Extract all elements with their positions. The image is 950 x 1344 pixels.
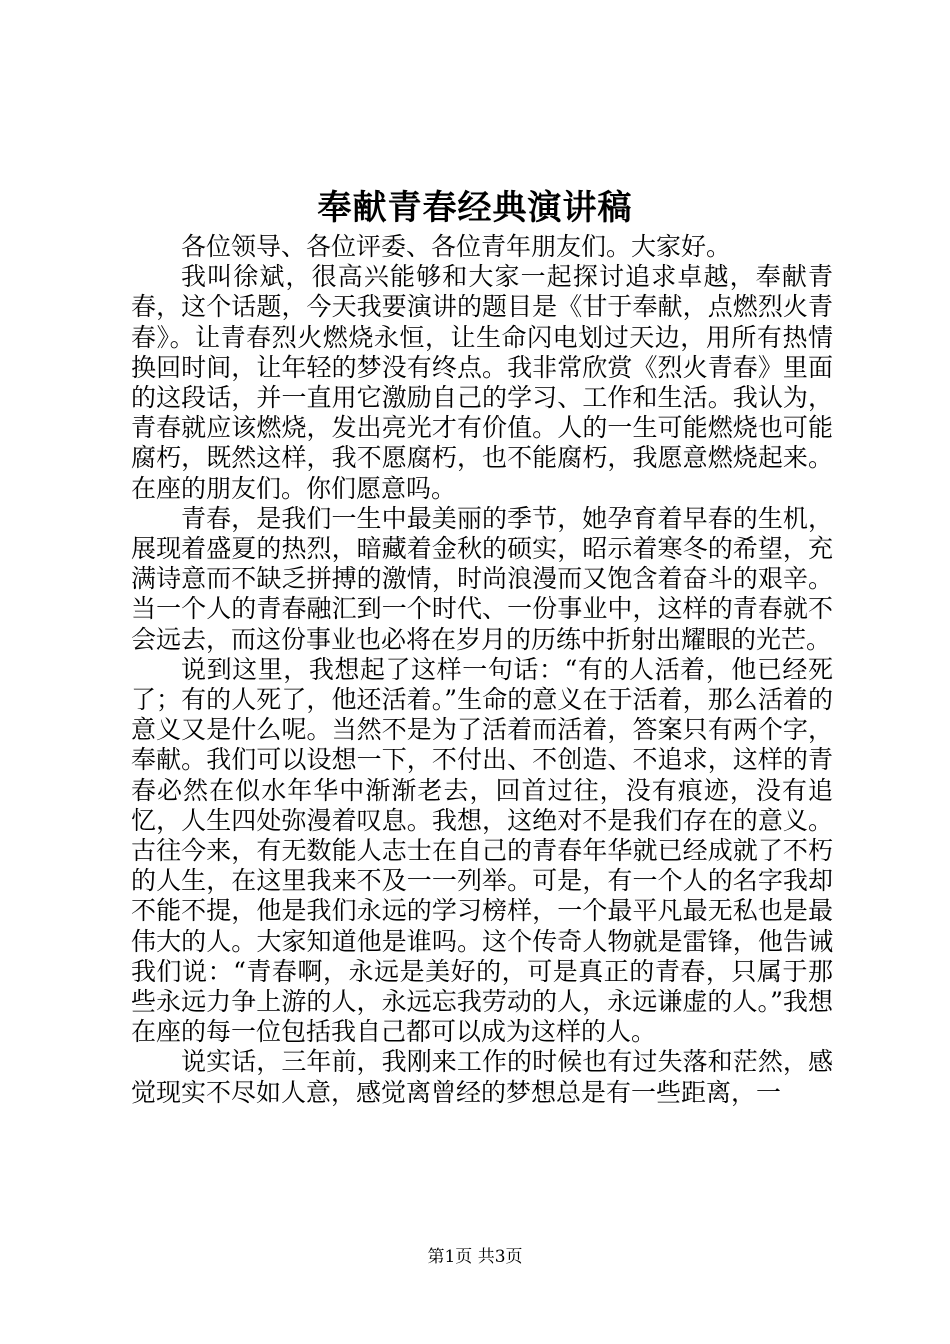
page-number-footer: 第1页 共3页 [427, 1247, 523, 1267]
paragraph-meaning-of-life: 说到这里，我想起了这样一句话：“有的人活着，他已经死了；有的人死了，他还活着。”生命的意义在于活着，那么活着的意义又是什么呢。当然不是为了活着而活着，答案只有两个字，奉献。我们可以设想一下，不付出、不创造、不追求，这样的青春必然在似水年华中渐渐老去，回首过往，没有痕迹，没有追忆，人生四处弥漫着叹息。我想，这绝对不是我们存在的意义。古往今来，有无数能人志士在自己的青春年华就已经成就了不朽的人生，在这里我来不及一一列举。可是，有一个人的名字我却不能不提，他是我们永远的学习榜样，一个最平凡最无私也是最伟大的人。大家知道他是谁吗。这个传奇人物就是雷锋，他告诫我们说：“青春啊，永远是美好的，可是真正的青春，只属于那些永远力争上游的人，永远忘我劳动的人，永远谦虚的人。”我想在座的每一位包括我自己都可以成为这样的人。 [131, 654, 833, 1047]
paragraph-three-years-ago: 说实话，三年前，我刚来工作的时候也有过失落和茫然，感觉现实不尽如人意，感觉离曾经的梦想总是有一些距离，一 [131, 1047, 833, 1107]
paragraph-youth-season: 青春，是我们一生中最美丽的季节，她孕育着早春的生机，展现着盛夏的热烈，暗藏着金秋的硕实，昭示着寒冬的希望，充满诗意而不缺乏拼搏的激情，时尚浪漫而又饱含着奋斗的艰辛。当一个人的青春融汇到一个时代、一份事业中，这样的青春就不会远去，而这份事业也必将在岁月的历练中折射出耀眼的光芒。 [131, 503, 833, 654]
paragraph-introduction: 我叫徐斌，很高兴能够和大家一起探讨追求卓越，奉献青春，这个话题，今天我要演讲的题目是《甘于奉献，点燃烈火青春》。让青春烈火燃烧永恒，让生命闪电划过天边，用所有热情换回时间，让年轻的梦没有终点。我非常欣赏《烈火青春》里面的这段话，并一直用它激励自己的学习、工作和生活。我认为，青春就应该燃烧，发出亮光才有价值。人的一生可能燃烧也可能腐朽，既然这样，我不愿腐朽，也不能腐朽，我愿意燃烧起来。在座的朋友们。你们愿意吗。 [131, 262, 833, 503]
document-title: 奉献青春经典演讲稿 [317, 188, 633, 228]
paragraph-greeting: 各位领导、各位评委、各位青年朋友们。大家好。 [181, 232, 732, 261]
document-body [131, 232, 833, 1108]
